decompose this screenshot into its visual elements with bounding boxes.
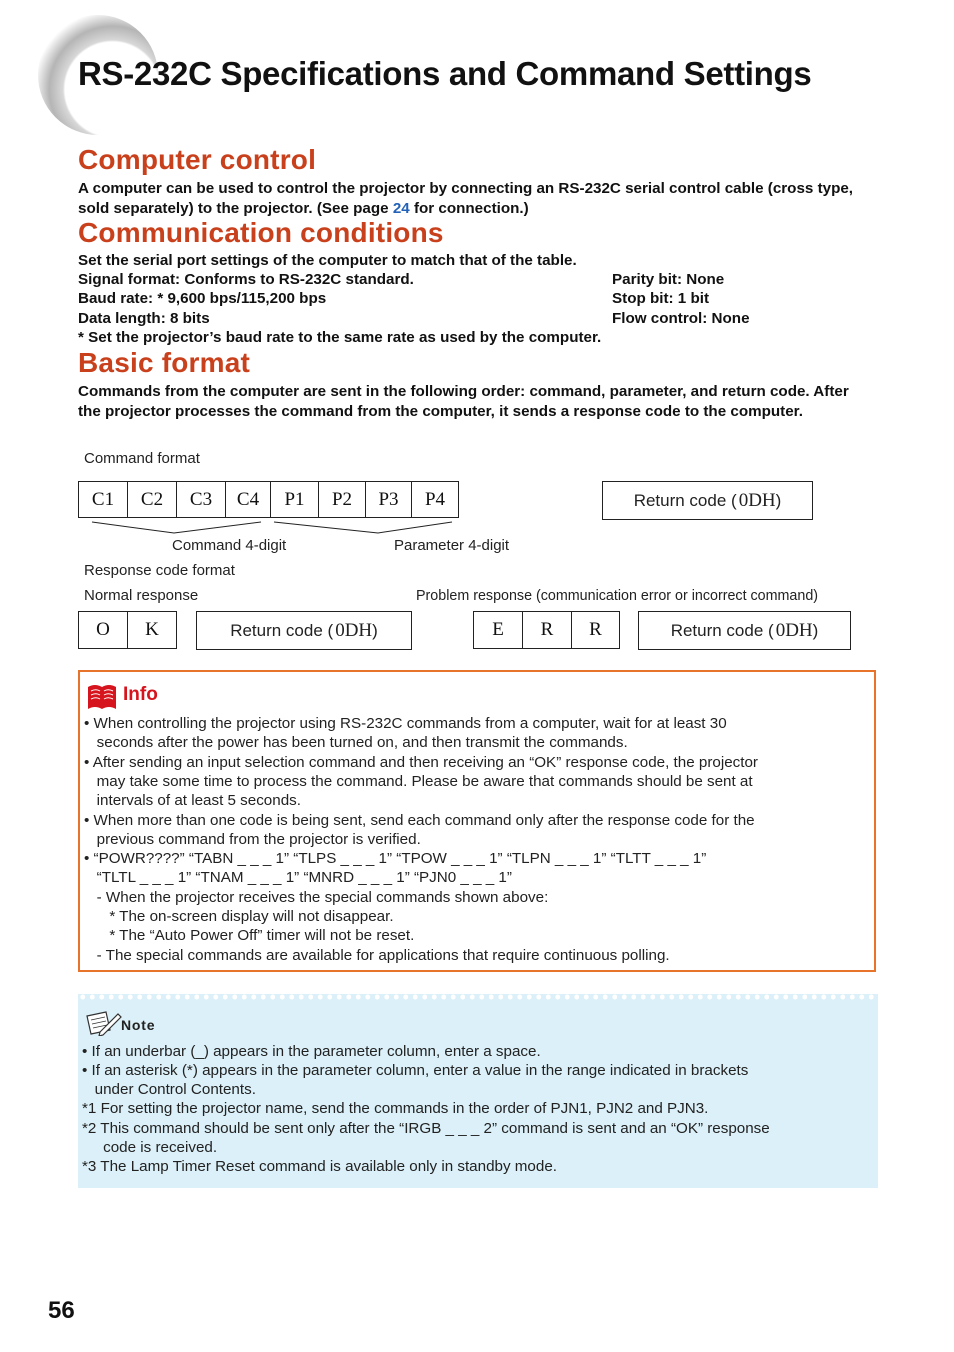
info-line — [84, 753, 864, 772]
computer-control-text-end: for connection.) — [409, 199, 529, 217]
command-format-box — [78, 481, 459, 518]
cell-c4: C4 — [226, 482, 271, 517]
return-label: Return code ( — [230, 620, 334, 640]
error-return-code-box — [638, 611, 851, 650]
computer-control-text — [78, 179, 878, 218]
note-dotted-border — [78, 994, 878, 1000]
note-line-text: *3 The Lamp Timer Reset command is available only in standby mode. — [82, 1158, 557, 1175]
info-line — [84, 772, 864, 791]
info-line — [84, 946, 864, 965]
info-line-text: may take some time to process the command. Please be aware that commands should be sent at — [84, 773, 753, 790]
return-close: ) — [775, 490, 782, 510]
info-line-text: • When more than one code is being sent, send each command only after the response code for the — [84, 812, 755, 829]
note-line-text: *2 This command should be sent only after the “IRGB _ _ _ 2” command is sent and an “OK” response — [82, 1120, 770, 1137]
info-line — [84, 849, 864, 868]
note-line — [82, 1138, 868, 1157]
cell-p1: P1 — [271, 482, 319, 517]
note-line-text: code is received. — [82, 1139, 218, 1156]
communication-intro: Set the serial port settings of the computer to match that of the table. — [78, 252, 577, 269]
cell-c1: C1 — [79, 482, 128, 517]
info-line-text: intervals of at least 5 seconds. — [84, 792, 301, 809]
cell-k: K — [145, 619, 159, 640]
return-code-box — [602, 481, 813, 520]
info-line — [84, 733, 864, 752]
return-label: Return code ( — [670, 620, 774, 640]
stop-bit: Stop bit: 1 bit — [612, 290, 710, 307]
parameter-4digit-label: Parameter 4-digit — [394, 537, 510, 554]
command-format-label: Command format — [84, 450, 200, 467]
info-line-text: * The “Auto Power Off” timer will not be reset. — [84, 927, 415, 944]
error-response-box — [473, 611, 620, 649]
info-line-text: • When controlling the projector using RS-232C commands from a computer, wait for at least 30 — [84, 715, 727, 732]
return-label: Return code ( — [633, 490, 737, 510]
command-4digit-label: Command 4-digit — [172, 537, 287, 554]
info-title: Info — [123, 684, 158, 705]
parity-bit: Parity bit: None — [612, 271, 725, 288]
communication-conditions-heading: Communication conditions — [78, 217, 444, 248]
book-icon — [86, 683, 118, 710]
return-close: ) — [372, 620, 378, 640]
basic-format-text: Commands from the computer are sent in the following order: command, parameter, and return code. After the projector processes the command from the computer, it sends a response code to the computer. — [78, 383, 849, 420]
response-code-format-label: Response code format — [84, 562, 235, 579]
cell-c3: C3 — [177, 482, 226, 517]
note-line-text: under Control Contents. — [82, 1081, 256, 1098]
baud-rate: Baud rate: * 9,600 bps/115,200 bps — [78, 290, 327, 307]
command-bracket — [92, 522, 261, 533]
data-length: Data length: 8 bits — [78, 310, 210, 327]
return-close: ) — [812, 620, 819, 640]
cell-e: E — [474, 612, 523, 648]
info-line-text: - When the projector receives the special commands shown above: — [84, 889, 549, 906]
info-line-text: - The special commands are available for applications that require continuous polling. — [84, 947, 670, 964]
info-line-text: “TLTL _ _ _ 1” “TNAM _ _ _ 1” “MNRD _ _ _ 1” “PJN0 _ _ _ 1” — [84, 869, 512, 886]
note-line — [82, 1080, 868, 1099]
note-line-text: • If an asterisk (*) appears in the parameter column, enter a value in the range indicated in brackets — [82, 1062, 749, 1079]
signal-format: Signal format: Conforms to RS-232C standard. — [78, 271, 414, 288]
info-line-text: previous command from the projector is verified. — [84, 831, 421, 848]
note-line — [82, 1042, 868, 1061]
note-line-text: *1 For setting the projector name, send the commands in the order of PJN1, PJN2 and PJN3. — [82, 1100, 709, 1117]
info-line-text: seconds after the power has been turned on, and then transmit the commands. — [84, 734, 628, 751]
page-title: RS-232C Specifications and Command Settings — [78, 55, 812, 92]
return-code: 0DH — [775, 619, 813, 641]
cell-p2: P2 — [319, 482, 366, 517]
info-line — [84, 868, 864, 887]
cell-p4: P4 — [424, 488, 446, 510]
note-line — [82, 1157, 868, 1176]
computer-control-heading: Computer control — [78, 144, 317, 175]
normal-response-label: Normal response — [84, 587, 199, 604]
note-line-text: • If an underbar (_) appears in the parameter column, enter a space. — [82, 1043, 541, 1060]
info-line-text: * The on-screen display will not disappear. — [84, 908, 394, 925]
problem-response-label: Problem response (communication error or incorrect command) — [416, 588, 819, 604]
info-line-text: • After sending an input selection command and then receiving an “OK” response code, the projector — [84, 754, 758, 771]
note-line — [82, 1061, 868, 1080]
parameter-bracket — [274, 522, 452, 533]
cell-o: O — [79, 612, 128, 648]
cell-r1: R — [523, 612, 572, 648]
return-code: 0DH — [335, 619, 373, 641]
info-line — [84, 907, 864, 926]
cell-r2: R — [589, 619, 602, 640]
normal-return-code-box — [196, 611, 412, 650]
cell-c2: C2 — [128, 482, 177, 517]
basic-format-heading: Basic format — [78, 347, 251, 378]
info-line — [84, 830, 864, 849]
flow-control: Flow control: None — [612, 310, 750, 327]
cell-p3: P3 — [366, 482, 412, 517]
note-line — [82, 1119, 868, 1138]
info-line-text: • “POWR????” “TABN _ _ _ 1” “TLPS _ _ _ 1” “TPOW _ _ _ 1” “TLPN _ _ _ 1” “TLTT _ _ _ 1” — [84, 850, 707, 867]
info-line — [84, 791, 864, 810]
info-line — [84, 714, 864, 733]
note-line — [82, 1099, 868, 1118]
baud-footnote: * Set the projector’s baud rate to the same rate as used by the computer. — [78, 329, 602, 346]
computer-control-text-part: A computer can be used to control the projector by connecting an RS-232C serial control cable (cross type, sold separately) to the projector. (See page — [78, 180, 854, 217]
pencil-note-icon — [84, 1008, 122, 1036]
normal-response-box — [78, 611, 177, 649]
return-code: 0DH — [738, 489, 776, 511]
page-number: 56 — [48, 1297, 75, 1324]
note-title: Note — [121, 1017, 156, 1033]
info-line — [84, 926, 864, 945]
info-line — [84, 888, 864, 907]
info-line — [84, 811, 864, 830]
page-link[interactable]: 24 — [392, 199, 410, 217]
